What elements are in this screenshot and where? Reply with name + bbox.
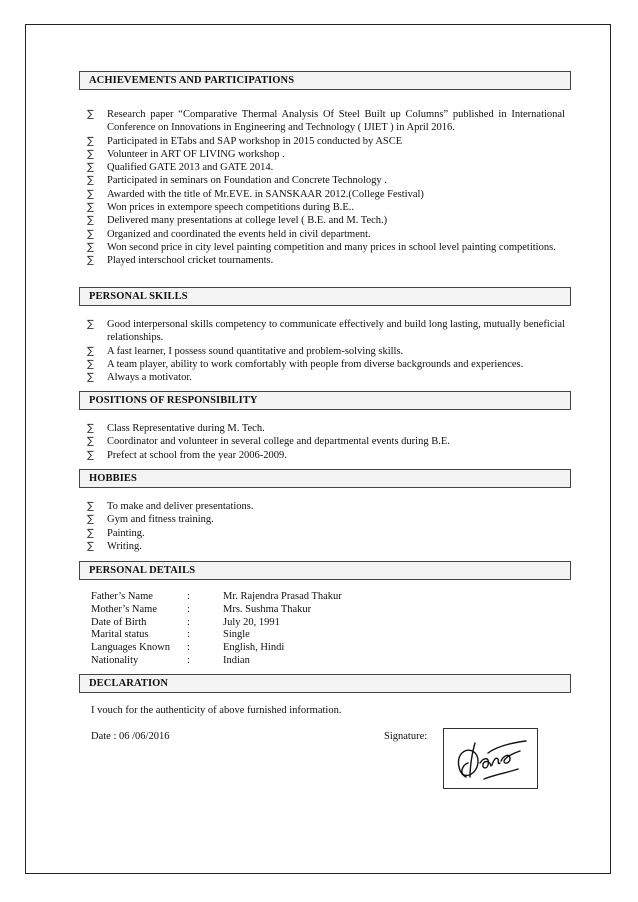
list-item-text: Volunteer in ART OF LIVING workshop . (107, 148, 285, 160)
detail-row (91, 617, 342, 630)
detail-row (91, 591, 342, 604)
list-item-text: Qualified GATE 2013 and GATE 2014. (107, 162, 274, 174)
bullet-icon: ∑ (87, 423, 94, 434)
detail-separator: : (187, 616, 190, 628)
bullet-icon: ∑ (87, 319, 94, 330)
list-item-text: Research paper “Comparative Thermal Analysis Of Steel Built up Columns” published in International Conference on Innovations in Engineering and Technology ( IJIET ) in April 2016. (107, 109, 565, 134)
section-header-achievements: ACHIEVEMENTS AND PARTICIPATIONS (79, 71, 571, 90)
section-header-declaration: DECLARATION (79, 674, 571, 693)
list-item (87, 500, 565, 513)
bullet-icon: ∑ (87, 255, 94, 267)
personal-skills-list (87, 318, 565, 384)
list-item (87, 188, 565, 201)
declaration-date: Date : 06 /06/2016 (91, 731, 170, 742)
list-item (87, 422, 565, 435)
detail-label: Date of Birth (91, 616, 147, 628)
detail-label: Languages Known (91, 642, 171, 654)
list-item-text: Class Representative during M. Tech. (107, 423, 265, 434)
section-header-hobbies: HOBBIES (79, 469, 571, 488)
personal-details-table (91, 591, 342, 668)
detail-separator: : (187, 629, 190, 641)
list-item-text: Always a motivator. (107, 372, 192, 384)
list-item (87, 435, 565, 448)
detail-label: Nationality (91, 654, 139, 666)
list-item (87, 318, 565, 345)
bullet-icon: ∑ (87, 135, 94, 147)
list-item (87, 174, 565, 187)
detail-value: Single (223, 629, 250, 641)
list-item (87, 358, 565, 371)
list-item (87, 135, 565, 148)
list-item-text: Participated in ETabs and SAP workshop in 2015 conducted by ASCE (107, 135, 403, 147)
detail-label: Mother’s Name (91, 603, 157, 615)
bullet-icon: ∑ (87, 449, 94, 461)
list-item (87, 345, 565, 358)
list-item-text: Played interschool cricket tournaments. (107, 255, 274, 267)
bullet-icon: ∑ (87, 372, 94, 384)
bullet-icon: ∑ (87, 228, 94, 240)
bullet-icon: ∑ (87, 540, 94, 552)
list-item (87, 371, 565, 384)
list-item-text: Writing. (107, 540, 142, 552)
bullet-icon: ∑ (87, 514, 94, 526)
detail-row (91, 629, 342, 642)
list-item-text: Organized and coordinated the events held in civil department. (107, 228, 371, 240)
list-item-text: Painting. (107, 527, 145, 539)
hobbies-list (87, 500, 565, 553)
detail-value: English, Hindi (223, 642, 285, 654)
detail-separator: : (187, 603, 190, 615)
bullet-icon: ∑ (87, 109, 94, 120)
positions-list (87, 422, 565, 462)
list-item (87, 161, 565, 174)
detail-value: Indian (223, 654, 250, 666)
list-item-text: Gym and fitness training. (107, 514, 214, 526)
list-item (87, 241, 565, 254)
list-item-text: Won second price in city level painting competition and many prices in school level painting competitions. (107, 241, 556, 253)
detail-row (91, 604, 342, 617)
list-item (87, 201, 565, 214)
bullet-icon: ∑ (87, 501, 94, 512)
detail-row (91, 642, 342, 655)
bullet-icon: ∑ (87, 436, 94, 448)
achievements-list (87, 108, 565, 268)
list-item-text: Delivered many presentations at college level ( B.E. and M. Tech.) (107, 215, 388, 227)
detail-value: Mr. Rajendra Prasad Thakur (223, 591, 342, 602)
bullet-icon: ∑ (87, 162, 94, 174)
list-item-text: Coordinator and volunteer in several college and departmental events during B.E. (107, 436, 450, 448)
section-header-personal-skills: PERSONAL SKILLS (79, 287, 571, 306)
signature-box (443, 728, 538, 789)
detail-row (91, 655, 342, 668)
bullet-icon: ∑ (87, 175, 94, 187)
detail-separator: : (187, 591, 190, 602)
list-item (87, 214, 565, 227)
detail-label: Marital status (91, 629, 149, 641)
list-item-text: Awarded with the title of Mr.EVE. in SANSKAAR 2012.(College Festival) (107, 188, 424, 200)
list-item (87, 228, 565, 241)
section-header-personal-details: PERSONAL DETAILS (79, 561, 571, 580)
bullet-icon: ∑ (87, 148, 94, 160)
detail-separator: : (187, 642, 190, 654)
bullet-icon: ∑ (87, 188, 94, 200)
detail-value: July 20, 1991 (223, 616, 280, 628)
list-item-text: Prefect at school from the year 2006-2009. (107, 449, 287, 461)
declaration-statement: I vouch for the authenticity of above furnished information. (91, 705, 342, 716)
bullet-icon: ∑ (87, 358, 94, 370)
list-item (87, 527, 565, 540)
list-item-text: To make and deliver presentations. (107, 501, 254, 512)
detail-separator: : (187, 654, 190, 666)
detail-label: Father’s Name (91, 591, 153, 602)
bullet-icon: ∑ (87, 527, 94, 539)
list-item (87, 540, 565, 553)
list-item (87, 108, 565, 135)
list-item-text: Participated in seminars on Foundation and Concrete Technology . (107, 175, 387, 187)
section-header-positions: POSITIONS OF RESPONSIBILITY (79, 391, 571, 410)
bullet-icon: ∑ (87, 215, 94, 227)
list-item-text: A team player, ability to work comfortably with people from diverse backgrounds and experiences. (107, 358, 524, 370)
bullet-icon: ∑ (87, 345, 94, 357)
list-item-text: Won prices in extempore speech competitions during B.E.. (107, 202, 355, 214)
list-item (87, 513, 565, 526)
bullet-icon: ∑ (87, 241, 94, 253)
list-item (87, 449, 565, 462)
list-item (87, 148, 565, 161)
list-item-text: Good interpersonal skills competency to communicate effectively and build long lasting, mutually beneficial relationships. (107, 319, 565, 344)
bullet-icon: ∑ (87, 202, 94, 214)
list-item (87, 254, 565, 267)
signature-label: Signature: (384, 731, 428, 742)
signature-image (444, 729, 537, 788)
list-item-text: A fast learner, I possess sound quantitative and problem-solving skills. (107, 345, 404, 357)
detail-value: Mrs. Sushma Thakur (223, 603, 312, 615)
